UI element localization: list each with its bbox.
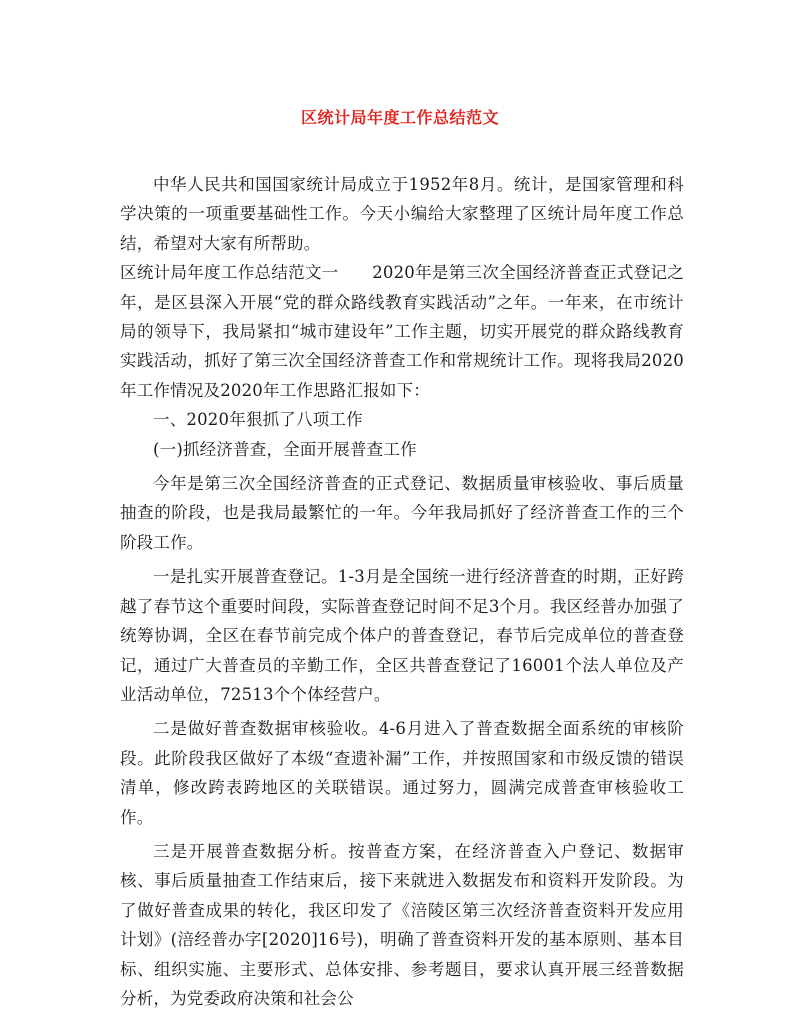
heading-economic-census: (一)抓经济普查，全面开展普查工作	[153, 439, 417, 459]
paragraph-census-stages: 今年是第三次全国经济普查的正式登记、数据质量审核验收、事后质量抽查的阶段，也是我局最繁忙的一年。今年我局抓好了经济普查工作的三个阶段工作。	[120, 474, 684, 552]
paragraph-data-review: 二是做好普查数据审核验收。4-6月进入了普查数据全面系统的审核阶段。此阶段我区做好了本级“查遗补漏”工作，并按照国家和市级反馈的错误清单，修改跨表跨地区的关联错误。通过努力，圆满完成普查审核验收工作。	[120, 719, 684, 827]
paragraph-sample-one: 区统计局年度工作总结范文一 2020年是第三次全国经济普查正式登记之年，是区县深入开展“党的群众路线教育实践活动”之年。一年来，在市统计局的领导下，我局紧扣“城市建设年”工作主题，切实开展党的群众路线教育实践活动，抓好了第三次全国经济普查工作和常规统计工作。现将我局2020年工作情况及2020年工作思路汇报如下：	[120, 263, 684, 400]
paragraph-intro: 中华人民共和国国家统计局成立于1952年8月。统计，是国家管理和科学决策的一项重要基础性工作。今天小编给大家整理了区统计局年度工作总结，希望对大家有所帮助。	[120, 175, 684, 253]
heading-eight-tasks: 一、2020年狠抓了八项工作	[153, 410, 363, 430]
document-body	[120, 170, 684, 1013]
document-title: 区统计局年度工作总结范文	[300, 108, 499, 127]
paragraph-registration: 一是扎实开展普查登记。1-3月是全国统一进行经济普查的时期，正好跨越了春节这个重要时间段，实际普查登记时间不足3个月。我区经普办加强了统筹协调，全区在春节前完成个体户的普查登记，春节后完成单位的普查登记，通过广大普查员的辛勤工作，全区共普查登记了16001个法人单位及产业活动单位，72513个个体经营户。	[120, 567, 684, 704]
paragraph-data-analysis: 三是开展普查数据分析。按普查方案，在经济普查入户登记、数据审核、事后质量抽查工作结束后，接下来就进入数据发布和资料开发阶段。为了做好普查成果的转化，我区印发了《涪陵区第三次经济普查资料开发应用计划》(涪经普办字[2020]16号)，明确了普查资料开发的基本原则、基本目标、组织实施、主要形式、总体安排、参考题目，要求认真开展三经普数据分析，为党委政府决策和社会公	[120, 841, 684, 1008]
